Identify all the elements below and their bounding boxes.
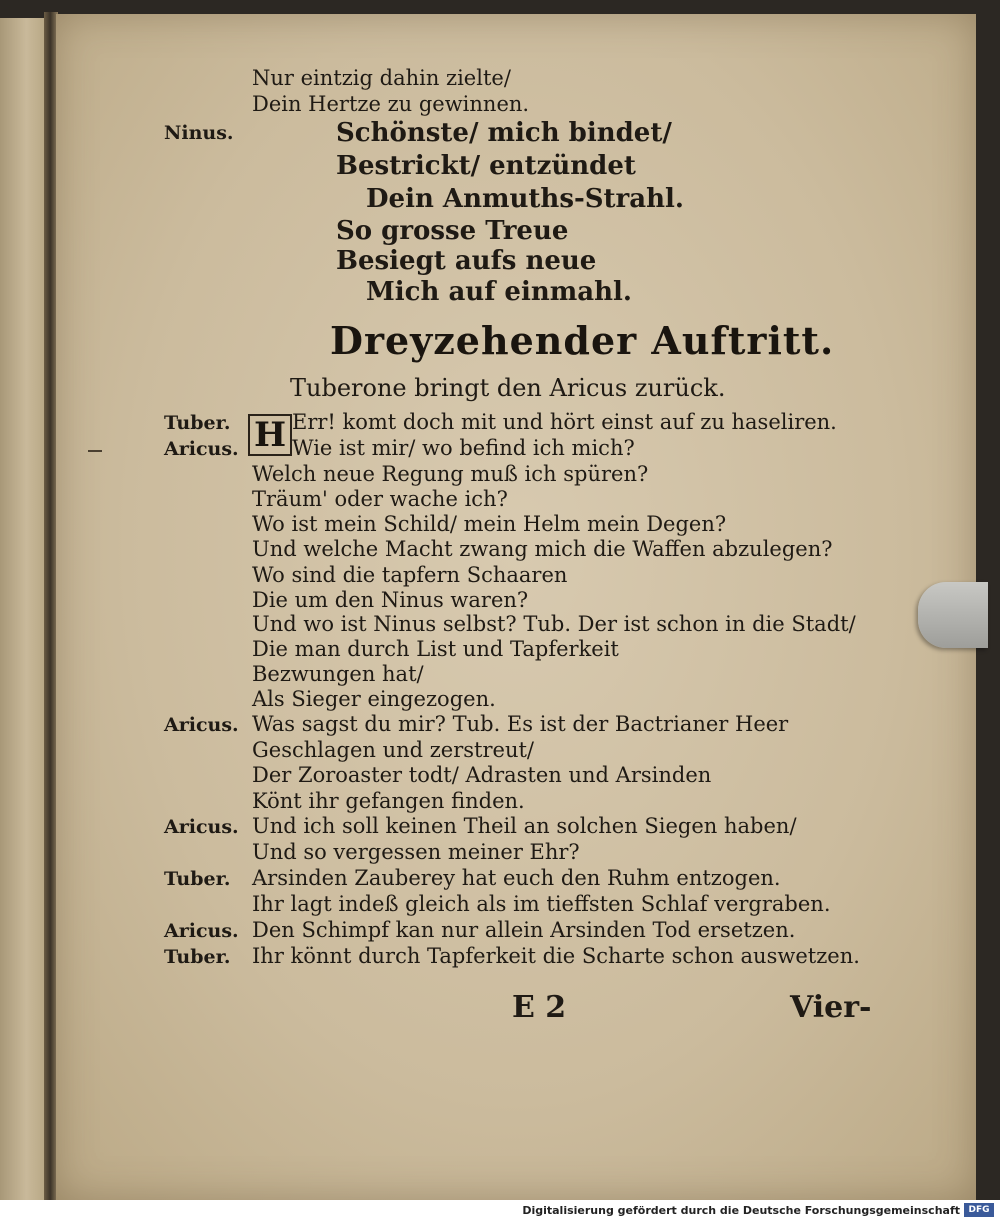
- dialogue-line: Bezwungen hat/: [252, 662, 424, 686]
- dialogue-line: Arsinden Zauberey hat euch den Ruhm entzogen.: [252, 866, 781, 890]
- dfg-logo: DFG: [964, 1203, 994, 1217]
- verse-line: Bestrickt/ entzündet: [336, 151, 636, 181]
- scene-heading: Dreyzehender Auftritt.: [330, 318, 835, 363]
- dialogue-line: Die um den Ninus waren?: [252, 588, 529, 612]
- dialogue-line: Und ich soll keinen Theil an solchen Siegen haben/: [252, 814, 797, 838]
- dialogue-line: Und so vergessen meiner Ehr?: [252, 840, 580, 864]
- dialogue-line: Und wo ist Ninus selbst? Tub. Der ist schon in die Stadt/: [252, 612, 856, 636]
- dialogue-line: Wie ist mir/ wo befind ich mich?: [292, 436, 635, 460]
- page-tab-handle[interactable]: [918, 582, 988, 648]
- dialogue-line: Wo sind die tapfern Schaaren: [252, 563, 568, 587]
- speaker-label: Aricus.: [164, 438, 239, 460]
- dialogue-line: Der Zoroaster todt/ Adrasten und Arsinden: [252, 763, 712, 787]
- dialogue-line: Ihr könnt durch Tapferkeit die Scharte schon auswetzen.: [252, 944, 860, 968]
- verse-line: Nur eintzig dahin zielte/: [252, 66, 511, 90]
- verse-line: Schönste/ mich bindet/: [336, 118, 672, 148]
- verse-line: Dein Hertze zu gewinnen.: [252, 92, 530, 116]
- catchword: Vier-: [790, 990, 872, 1025]
- speaker-label: Aricus.: [164, 816, 239, 838]
- dialogue-line: Err! komt doch mit und hört einst auf zu haseliren.: [292, 410, 837, 434]
- dialogue-line: Ihr lagt indeß gleich als im tieffsten Schlaf vergraben.: [252, 892, 831, 916]
- speaker-label: Tuber.: [164, 868, 231, 890]
- speaker-label: Tuber.: [164, 946, 231, 968]
- dialogue-line: Und welche Macht zwang mich die Waffen abzulegen?: [252, 537, 833, 561]
- speaker-label: Aricus.: [164, 714, 239, 736]
- verse-line: So grosse Treue: [336, 216, 569, 246]
- dialogue-line: Als Sieger eingezogen.: [252, 687, 496, 711]
- speaker-label: Ninus.: [164, 122, 234, 144]
- margin-dash: [88, 450, 102, 452]
- dialogue-line: Was sagst du mir? Tub. Es ist der Bactrianer Heer: [252, 712, 789, 736]
- footer-bar: [0, 1200, 1000, 1221]
- dialogue-line: Den Schimpf kan nur allein Arsinden Tod ersetzen.: [252, 918, 796, 942]
- signature-mark: E 2: [512, 990, 567, 1025]
- speaker-label: Tuber.: [164, 412, 231, 434]
- stage-direction: Tuberone bringt den Aricus zurück.: [290, 374, 726, 402]
- dialogue-line: Träum' oder wache ich?: [252, 487, 508, 511]
- verse-line: Mich auf einmahl.: [366, 277, 632, 307]
- decorated-initial: H: [248, 414, 292, 456]
- verse-line: Besiegt aufs neue: [336, 246, 597, 276]
- dialogue-line: Die man durch List und Tapferkeit: [252, 637, 619, 661]
- dialogue-line: Wo ist mein Schild/ mein Helm mein Degen?: [252, 512, 727, 536]
- dialogue-line: Könt ihr gefangen finden.: [252, 789, 525, 813]
- verse-line: Dein Anmuths-Strahl.: [366, 184, 684, 214]
- funding-credit: Digitalisierung gefördert durch die Deutsche Forschungsgemeinschaft: [522, 1204, 960, 1217]
- left-page-edge: [0, 18, 48, 1200]
- speaker-label: Aricus.: [164, 920, 239, 942]
- dialogue-line: Welch neue Regung muß ich spüren?: [252, 462, 649, 486]
- dialogue-line: Geschlagen und zerstreut/: [252, 738, 534, 762]
